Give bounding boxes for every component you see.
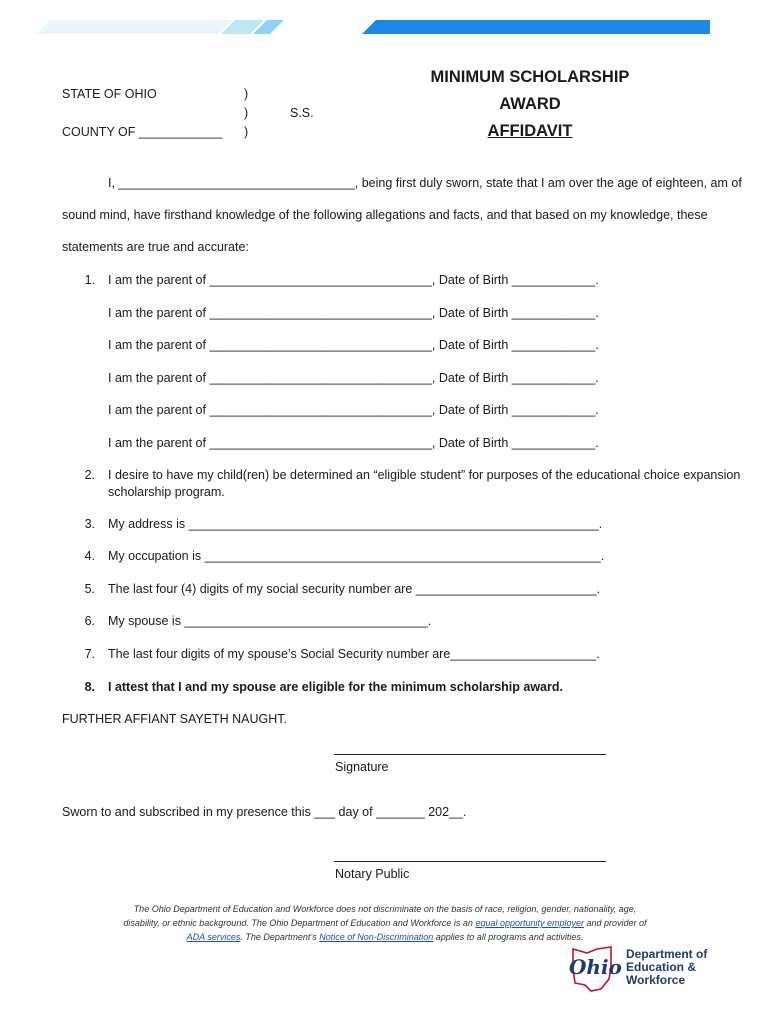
parent-line-3: I am the parent of ________________________________, Date of Birth ____________. (108, 338, 599, 352)
item-number-1: 1. (84, 273, 95, 287)
footer-line-3b: applies to all programs and activities. (433, 932, 584, 942)
paren-3: ) (244, 125, 249, 139)
item-2-line-2: scholarship program. (108, 485, 225, 499)
non-discrimination-link[interactable]: Notice of Non-Discrimination (319, 932, 434, 942)
footer-line-3 (85, 930, 685, 944)
logo-line-1: Department of (626, 947, 708, 961)
ada-services-link[interactable]: ADA services (186, 932, 241, 942)
item-7-spouse-ssn: The last four digits of my spouse’s Social Security number are_____________________. (108, 647, 600, 661)
title-line-2: AWARD (499, 95, 561, 113)
signature-line (334, 754, 606, 755)
notary-label: Notary Public (335, 867, 410, 881)
parent-line-2: I am the parent of ________________________________, Date of Birth ____________. (108, 306, 599, 320)
logo-text (626, 948, 707, 987)
footer-line-3a: . The Department’s (240, 932, 320, 942)
item-number-2: 2. (84, 468, 95, 482)
title-line-3: AFFIDAVIT (487, 122, 573, 140)
document-title (400, 64, 660, 145)
parent-line-4: I am the parent of ________________________________, Date of Birth ____________. (108, 371, 599, 385)
item-2-line-1: I desire to have my child(ren) be determined an “eligible student” for purposes of the educational choice expansion (108, 468, 741, 482)
intro-line-2: sound mind, have firsthand knowledge of the following allegations and facts, and that based on my knowledge, these (62, 208, 708, 222)
paren-1: ) (244, 87, 249, 101)
parent-line-6: I am the parent of ________________________________, Date of Birth ____________. (108, 436, 599, 450)
footer-notice (85, 902, 685, 944)
further-affiant: FURTHER AFFIANT SAYETH NAUGHT. (62, 712, 288, 726)
sworn-statement: Sworn to and subscribed in my presence this ___ day of _______ 202__. (62, 805, 467, 819)
paren-2: ) (244, 106, 249, 120)
ohio-logo-mark (567, 945, 622, 993)
notary-line (334, 861, 606, 862)
state-label: STATE OF OHIO (62, 87, 157, 101)
item-8-attest: I attest that I and my spouse are eligible for the minimum scholarship award. (108, 680, 563, 694)
parent-line-5: I am the parent of ________________________________, Date of Birth ____________. (108, 403, 599, 417)
equal-opportunity-link[interactable]: equal opportunity employer (475, 918, 585, 928)
footer-line-2a: disability, or ethnic background. The Ohio Department of Education and Workforce is an (123, 918, 476, 928)
title-line-1: MINIMUM SCHOLARSHIP (430, 68, 630, 86)
item-number-3: 3. (84, 517, 95, 531)
item-number-6: 6. (84, 614, 95, 628)
ss-label: S.S. (290, 106, 314, 120)
ohio-wordmark: Ohio (569, 955, 622, 979)
item-number-8: 8. (84, 680, 95, 694)
header-stripes (0, 20, 770, 34)
item-5-ssn: The last four (4) digits of my social security number are __________________________. (108, 582, 600, 596)
item-number-4: 4. (84, 549, 95, 563)
footer-line-1: The Ohio Department of Education and Workforce does not discriminate on the basis of race, religion, gender, nationality, age, (133, 904, 637, 914)
item-4-occupation: My occupation is _________________________________________________________. (108, 549, 605, 563)
item-number-5: 5. (84, 582, 95, 596)
county-label: COUNTY OF ____________ (62, 125, 223, 139)
item-3-address: My address is ___________________________________________________________. (108, 517, 603, 531)
intro-line-1: I, __________________________________, being first duly sworn, state that I am over the age of eighteen, am of (108, 176, 742, 190)
footer-line-2 (85, 916, 685, 930)
logo-line-3: Workforce (626, 973, 686, 987)
footer-line-2b: and provider of (584, 918, 647, 928)
logo-line-2: Education & (626, 960, 697, 974)
parent-line-1: I am the parent of ________________________________, Date of Birth ____________. (108, 273, 599, 287)
item-number-7: 7. (84, 647, 95, 661)
signature-label: Signature (335, 760, 389, 774)
intro-line-3: statements are true and accurate: (62, 240, 249, 254)
item-6-spouse: My spouse is ___________________________________. (108, 614, 432, 628)
